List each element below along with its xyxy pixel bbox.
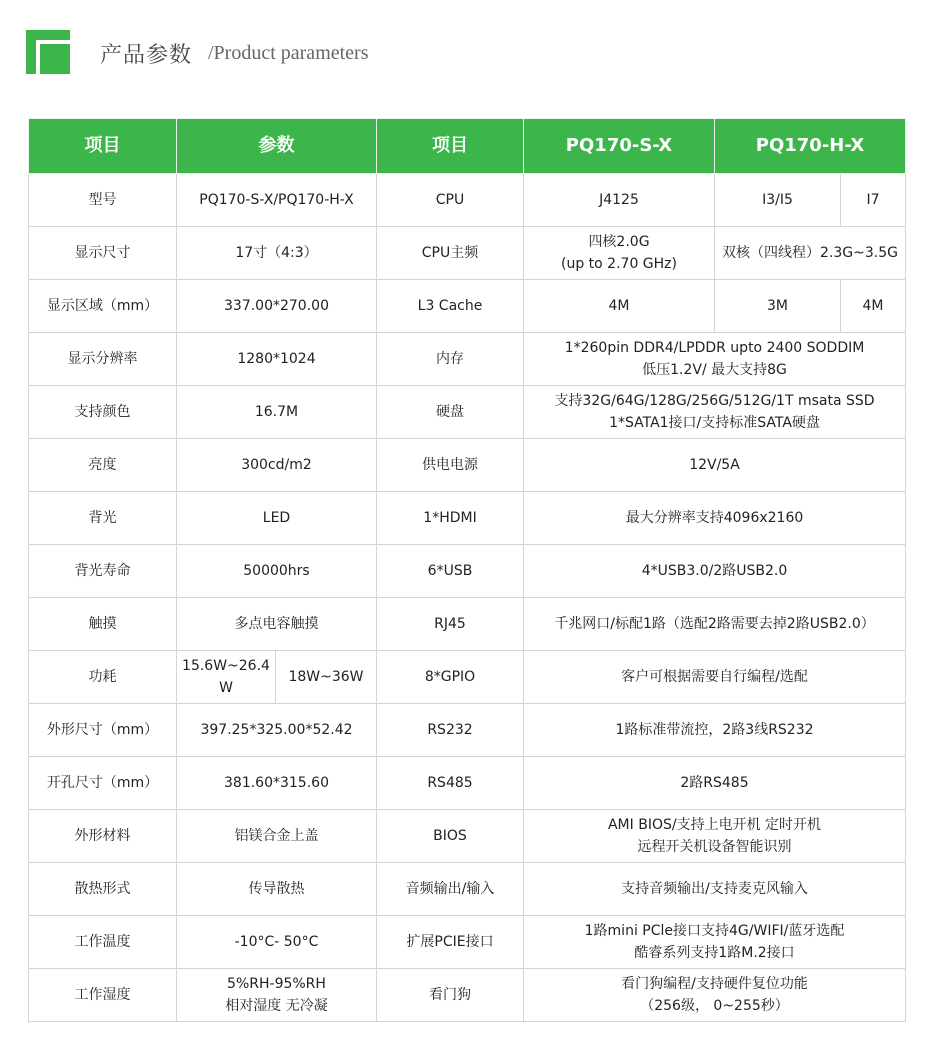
row-item: 音频输出/输入 xyxy=(377,863,524,916)
row-label: 工作温度 xyxy=(29,916,177,969)
header-param: 参数 xyxy=(177,119,377,174)
row-item: 内存 xyxy=(377,333,524,386)
row-value: 铝镁合金上盖 xyxy=(177,810,377,863)
table-row xyxy=(29,810,906,863)
row-spec xyxy=(524,969,906,1022)
row-spec-h2: I7 xyxy=(841,174,906,227)
row-label: 显示分辨率 xyxy=(29,333,177,386)
row-spec-h2: 4M xyxy=(841,280,906,333)
row-label: 外形材料 xyxy=(29,810,177,863)
row-value: 多点电容触摸 xyxy=(177,598,377,651)
row-spec: 客户可根据需要自行编程/选配 xyxy=(524,651,906,704)
row-item: L3 Cache xyxy=(377,280,524,333)
row-spec-h1: 3M xyxy=(715,280,841,333)
row-item: 6*USB xyxy=(377,545,524,598)
row-spec: 最大分辨率支持4096x2160 xyxy=(524,492,906,545)
spec-line: (up to 2.70 GHz) xyxy=(561,256,677,272)
row-label: 外形尺寸（mm） xyxy=(29,704,177,757)
spec-line: （256级， 0~255秒） xyxy=(640,998,789,1014)
row-item: 硬盘 xyxy=(377,386,524,439)
row-spec xyxy=(524,810,906,863)
row-item: RS485 xyxy=(377,757,524,810)
row-value xyxy=(177,969,377,1022)
row-value: 337.00*270.00 xyxy=(177,280,377,333)
row-label: 显示尺寸 xyxy=(29,227,177,280)
spec-line: 低压1.2V/ 最大支持8G xyxy=(642,362,787,378)
value-line: W xyxy=(219,680,233,696)
row-value: 50000hrs xyxy=(177,545,377,598)
row-item: 1*HDMI xyxy=(377,492,524,545)
header-model-h: PQ170-H-X xyxy=(715,119,906,174)
row-spec-h: 双核（四线程）2.3G~3.5G xyxy=(715,227,906,280)
header-model-s: PQ170-S-X xyxy=(524,119,715,174)
spec-line: 1路mini PCle接口支持4G/WIFI/蓝牙选配 xyxy=(584,923,845,939)
row-label: 亮度 xyxy=(29,439,177,492)
product-parameters-table xyxy=(28,118,906,1022)
value-line: 5%RH-95%RH xyxy=(227,976,326,992)
table-row xyxy=(29,386,906,439)
spec-line: AMI BIOS/支持上电开机 定时开机 xyxy=(607,817,822,833)
row-label: 功耗 xyxy=(29,651,177,704)
row-spec-h1: I3/I5 xyxy=(715,174,841,227)
row-spec: 支持音频输出/支持麦克风输入 xyxy=(524,863,906,916)
row-value: PQ170-S-X/PQ170-H-X xyxy=(177,174,377,227)
row-label: 型号 xyxy=(29,174,177,227)
row-value: 传导散热 xyxy=(177,863,377,916)
table-row xyxy=(29,227,906,280)
row-spec-s: 4M xyxy=(524,280,715,333)
table-row xyxy=(29,704,906,757)
table-header-row xyxy=(29,119,906,174)
row-item: 看门狗 xyxy=(377,969,524,1022)
table-row xyxy=(29,492,906,545)
table-row xyxy=(29,333,906,386)
table-row xyxy=(29,969,906,1022)
row-item: CPU主频 xyxy=(377,227,524,280)
value-line: 15.6W~26.4 xyxy=(182,658,270,674)
row-spec xyxy=(524,386,906,439)
spec-line: 1*260pin DDR4/LPDDR upto 2400 SODDIM xyxy=(564,340,865,356)
header-item: 项目 xyxy=(29,119,177,174)
row-value-h: 18W~36W xyxy=(276,651,377,704)
table-row xyxy=(29,651,906,704)
row-label: 背光 xyxy=(29,492,177,545)
table-row xyxy=(29,174,906,227)
row-spec-s: J4125 xyxy=(524,174,715,227)
row-spec: 2路RS485 xyxy=(524,757,906,810)
row-value: 381.60*315.60 xyxy=(177,757,377,810)
row-label: 支持颜色 xyxy=(29,386,177,439)
table-row xyxy=(29,916,906,969)
row-value: 1280*1024 xyxy=(177,333,377,386)
section-logo-icon xyxy=(26,30,70,74)
row-spec xyxy=(524,916,906,969)
row-item: 扩展PCIE接口 xyxy=(377,916,524,969)
section-title-en: /Product parameters xyxy=(208,42,369,64)
spec-line: 支持32G/64G/128G/256G/512G/1T msata SSD xyxy=(554,393,875,409)
row-label: 散热形式 xyxy=(29,863,177,916)
table-row xyxy=(29,280,906,333)
section-header xyxy=(26,30,906,74)
row-value-s xyxy=(177,651,276,704)
row-value: -10°C- 50°C xyxy=(177,916,377,969)
row-item: RS232 xyxy=(377,704,524,757)
row-spec: 千兆网口/标配1路（选配2路需要去掉2路USB2.0） xyxy=(524,598,906,651)
spec-line: 1*SATA1接口/支持标准SATA硬盘 xyxy=(609,415,820,431)
section-title-cn: 产品参数 xyxy=(100,43,193,68)
row-value: 397.25*325.00*52.42 xyxy=(177,704,377,757)
row-spec-s xyxy=(524,227,715,280)
table-row xyxy=(29,863,906,916)
row-label: 工作湿度 xyxy=(29,969,177,1022)
row-item: 供电电源 xyxy=(377,439,524,492)
table-row xyxy=(29,598,906,651)
row-value: 16.7M xyxy=(177,386,377,439)
row-item: RJ45 xyxy=(377,598,524,651)
row-spec: 4*USB3.0/2路USB2.0 xyxy=(524,545,906,598)
table-row xyxy=(29,757,906,810)
spec-line: 远程开关机设备智能识别 xyxy=(637,839,792,855)
row-value: 300cd/m2 xyxy=(177,439,377,492)
row-item: BIOS xyxy=(377,810,524,863)
value-line: 相对湿度 无冷凝 xyxy=(225,998,328,1014)
table-row xyxy=(29,439,906,492)
spec-line: 四核2.0G xyxy=(588,234,650,250)
row-label: 背光寿命 xyxy=(29,545,177,598)
row-label: 触摸 xyxy=(29,598,177,651)
table-row xyxy=(29,545,906,598)
row-item: CPU xyxy=(377,174,524,227)
spec-line: 酷睿系列支持1路M.2接口 xyxy=(634,945,795,961)
row-label: 开孔尺寸（mm） xyxy=(29,757,177,810)
spec-line: 看门狗编程/支持硬件复位功能 xyxy=(621,976,808,992)
row-spec xyxy=(524,333,906,386)
row-label: 显示区域（mm） xyxy=(29,280,177,333)
row-spec: 1路标准带流控，2路3线RS232 xyxy=(524,704,906,757)
row-value: 17寸（4:3） xyxy=(177,227,377,280)
row-value: LED xyxy=(177,492,377,545)
row-item: 8*GPIO xyxy=(377,651,524,704)
header-item-2: 项目 xyxy=(377,119,524,174)
row-spec: 12V/5A xyxy=(524,439,906,492)
